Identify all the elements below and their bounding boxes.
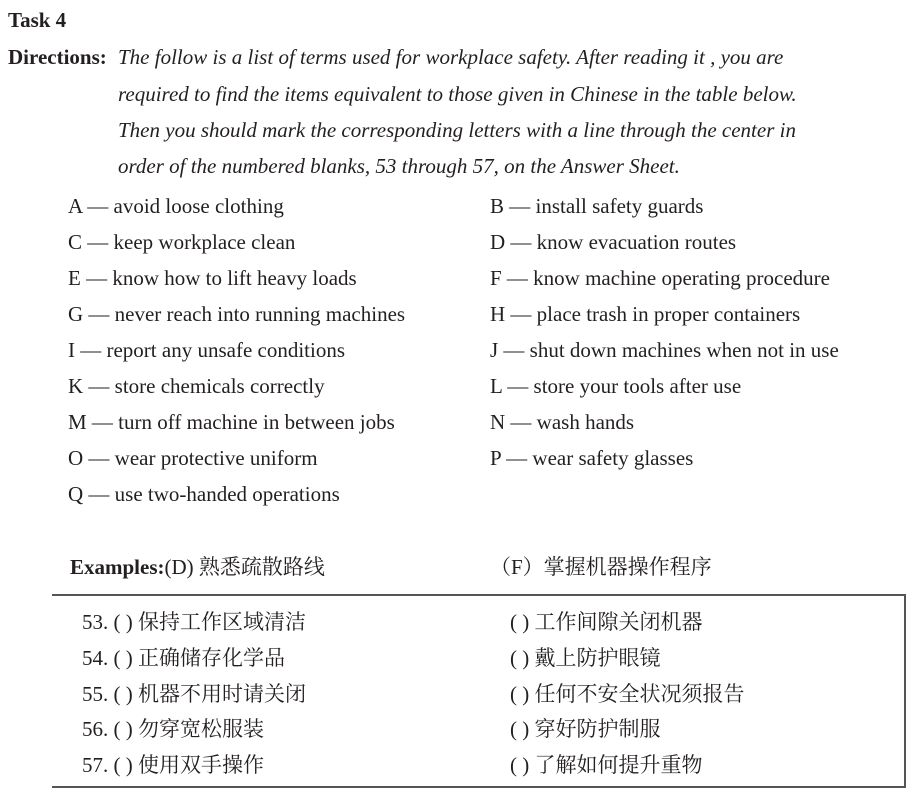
table-row-left: 57. ( ) 使用双手操作 [82,753,264,778]
task-title: Task 4 [8,8,67,32]
directions-line: required to find the items equivalent to those given in Chinese in the table below. [118,82,797,106]
term-item: J — shut down machines when not in use [490,338,839,362]
term-item: D — know evacuation routes [490,230,737,254]
term-item: K — store chemicals correctly [68,374,325,398]
term-item: C — keep workplace clean [68,230,296,254]
directions-line: The follow is a list of terms used for workplace safety. After reading it , you are [118,45,784,69]
term-item: N — wash hands [490,410,635,434]
directions-label: Directions: [8,45,107,69]
directions-line: order of the numbered blanks, 53 through 57, on the Answer Sheet. [118,154,680,178]
table-row-left: 54. ( ) 正确储存化学品 [82,645,285,670]
table-row-right: ( ) 任何不安全状况须报告 [510,681,745,706]
example-left: (D) 熟悉疏散路线 [164,555,325,579]
term-item: A — avoid loose clothing [68,194,284,218]
table-row-right: ( ) 工作间隙关闭机器 [510,610,703,634]
term-item: O — wear protective uniform [68,446,318,470]
term-item: F — know machine operating procedure [490,266,830,290]
table-row-left: 56. ( ) 勿穿宽松服装 [82,717,264,742]
term-item: Q — use two-handed operations [68,482,340,506]
table-row-right: ( ) 了解如何提升重物 [510,753,703,778]
term-item: I — report any unsafe conditions [68,338,346,362]
term-item: L — store your tools after use [490,374,742,398]
term-item: P — wear safety glasses [490,446,694,470]
term-item: M — turn off machine in between jobs [68,410,395,434]
examples-label: Examples: [70,555,165,579]
term-item: G — never reach into running machines [68,302,406,326]
example-right: （F）掌握机器操作程序 [490,555,712,579]
term-item: E — know how to lift heavy loads [68,266,357,290]
examples [70,551,325,581]
table-row-left: 53. ( ) 保持工作区域清洁 [82,610,306,634]
table-row-right: ( ) 穿好防护制服 [510,717,661,742]
table-row-left: 55. ( ) 机器不用时请关闭 [82,681,306,706]
directions-line: Then you should mark the corresponding letters with a line through the center in [118,118,796,142]
term-item: H — place trash in proper containers [490,302,801,326]
table-row-right: ( ) 戴上防护眼镜 [510,645,661,670]
term-item: B — install safety guards [490,194,704,218]
